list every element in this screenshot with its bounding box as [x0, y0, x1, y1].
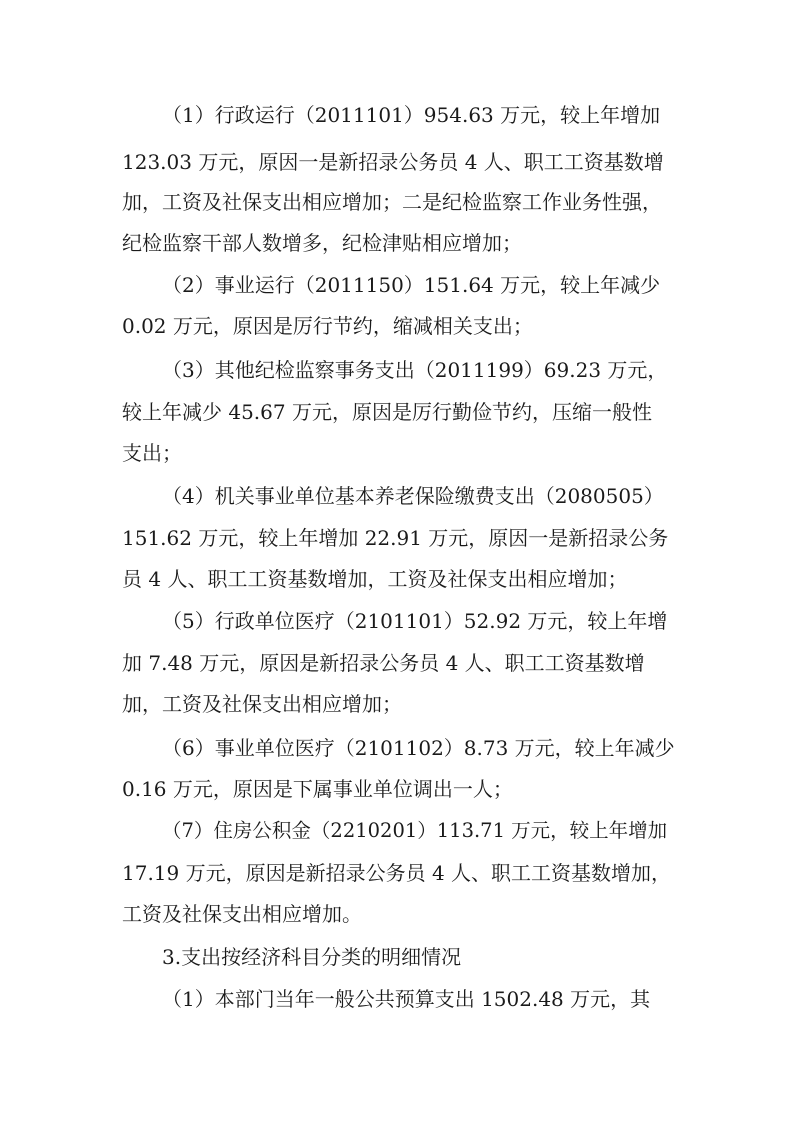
text-line: [0, 521, 793, 555]
text-line: [0, 604, 793, 638]
text-line: [0, 814, 793, 848]
line-text: （6）事业单位医疗（2101102）8.73 万元，较上年减少: [162, 736, 675, 760]
text-line: [0, 395, 793, 429]
text-line: [0, 479, 793, 513]
line-text: （3）其他纪检监察事务支出（2011199）69.23 万元，: [162, 358, 668, 382]
text-line: [0, 856, 793, 890]
line-text: 3.支出按经济科目分类的明细情况: [162, 945, 462, 969]
line-text: 151.62 万元，较上年增加 22.91 万元，原因一是新招录公务: [122, 526, 669, 550]
text-line: [0, 185, 793, 219]
text-line: [0, 145, 793, 179]
line-text: 0.02 万元，原因是厉行节约，缩减相关支出；: [122, 314, 533, 338]
line-text: （1）本部门当年一般公共预算支出 1502.48 万元，其: [162, 987, 651, 1011]
line-text: 123.03 万元，原因一是新招录公务员 4 人、职工工资基数增: [122, 150, 664, 174]
line-text: 加 7.48 万元，原因是新招录公务员 4 人、职工工资基数增: [122, 651, 645, 675]
text-line: [0, 436, 793, 470]
text-line: [0, 772, 793, 806]
line-text: 加，工资及社保支出相应增加；: [122, 692, 402, 716]
line-text: 加，工资及社保支出相应增加；二是纪检监察工作业务性强，: [122, 190, 662, 214]
line-text: （4）机关事业单位基本养老保险缴费支出（2080505）: [162, 484, 664, 508]
text-line: [0, 268, 793, 302]
text-line: [0, 353, 793, 387]
text-line: [0, 309, 793, 343]
text-line: [0, 646, 793, 680]
line-text: （2）事业运行（2011150）151.64 万元，较上年减少: [162, 273, 661, 297]
line-text: 17.19 万元，原因是新招录公务员 4 人、职工工资基数增加，: [122, 861, 672, 885]
text-line: [0, 226, 793, 260]
line-text: （5）行政单位医疗（2101101）52.92 万元，较上年增: [162, 609, 668, 633]
line-text: 工资及社保支出相应增加。: [122, 902, 362, 926]
text-line: [0, 98, 793, 132]
section-heading: [0, 940, 793, 974]
line-text: 支出；: [122, 441, 182, 465]
text-line: [0, 562, 793, 596]
line-text: （1）行政运行（2011101）954.63 万元，较上年增加: [162, 103, 661, 127]
text-line: [0, 897, 793, 931]
line-text: 0.16 万元，原因是下属事业单位调出一人；: [122, 777, 513, 801]
line-text: 纪检监察干部人数增多，纪检津贴相应增加；: [122, 231, 522, 255]
text-line: [0, 687, 793, 721]
line-text: （7）住房公积金（2210201）113.71 万元，较上年增加: [162, 819, 668, 842]
line-text: 较上年减少 45.67 万元，原因是厉行勤俭节约，压缩一般性: [122, 400, 652, 424]
text-line: [0, 731, 793, 765]
text-line: [0, 982, 793, 1016]
line-text: 员 4 人、职工工资基数增加，工资及社保支出相应增加；: [122, 567, 628, 591]
